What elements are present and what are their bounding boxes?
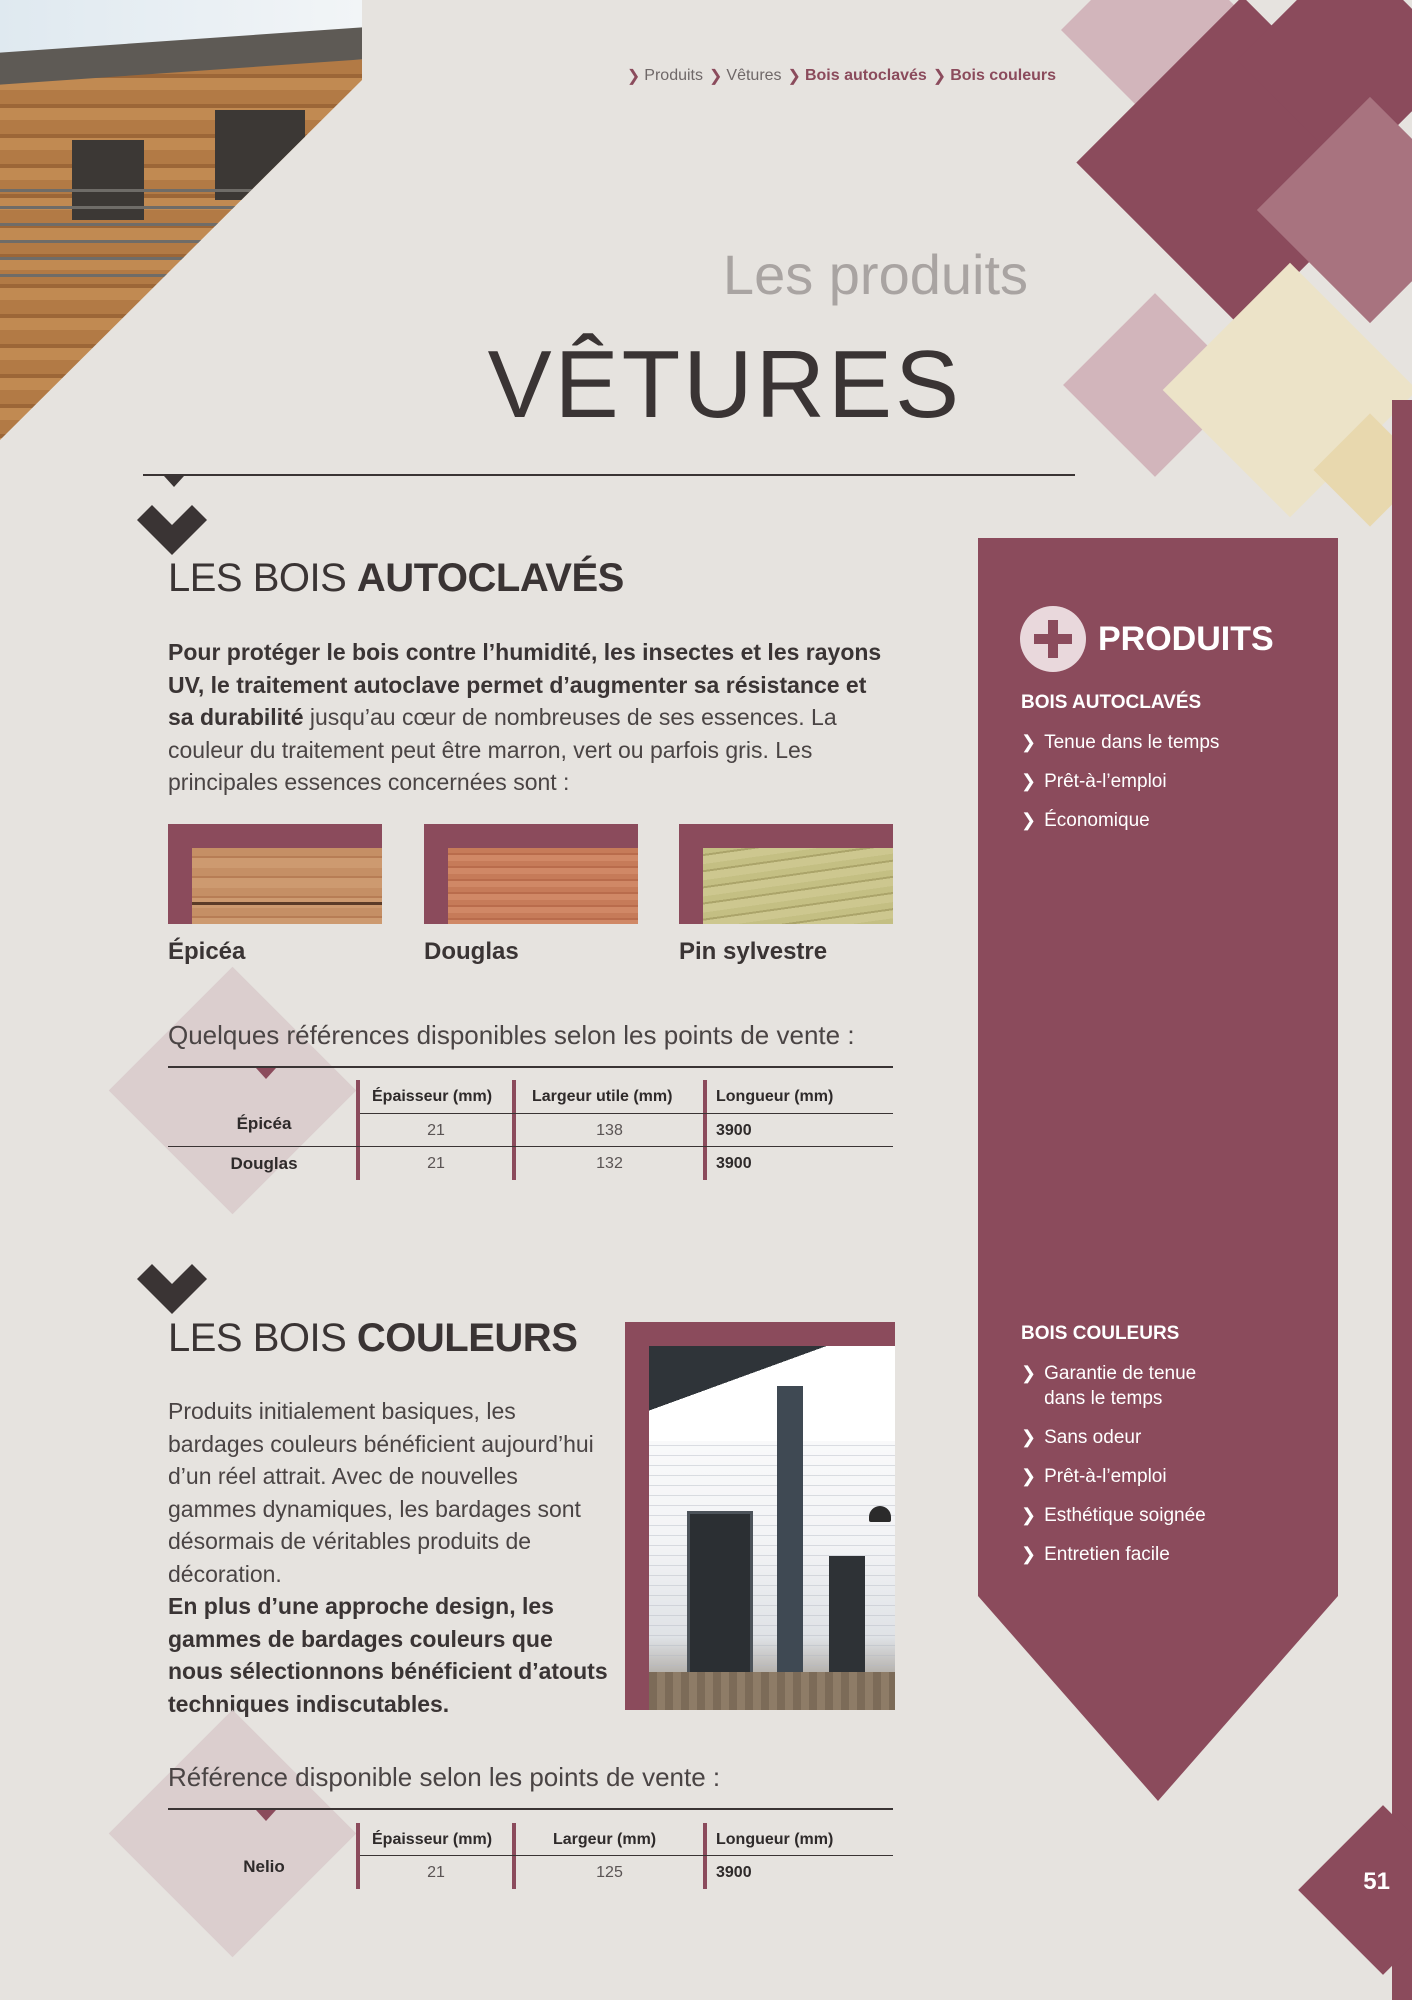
swatch-label: Douglas: [424, 938, 519, 965]
panel-heading-couleurs: BOIS COULEURS: [1021, 1323, 1180, 1344]
column-header: Largeur (mm): [553, 1831, 657, 1848]
chevron-right-icon: ❯: [787, 68, 801, 85]
column-bar: [703, 1823, 707, 1889]
divider-notch: [164, 476, 184, 487]
divider-notch: [256, 1810, 276, 1821]
table-cell: 125: [596, 1864, 623, 1881]
swatch-douglas: [424, 824, 638, 924]
table-cell: 132: [596, 1155, 623, 1172]
table-cell: 21: [427, 1122, 445, 1139]
table-cell: 21: [427, 1864, 445, 1881]
section-title-autoclaves: LES BOIS AUTOCLAVÉS: [168, 556, 624, 600]
chevron-right-icon: ❯: [1021, 1544, 1037, 1564]
panel-heading-autoclaves: BOIS AUTOCLAVÉS: [1021, 692, 1202, 713]
column-bar: [703, 1080, 707, 1180]
table-rule: [168, 1146, 893, 1147]
divider-notch: [256, 1068, 276, 1079]
divider: [168, 1066, 893, 1068]
autoclaves-intro: Pour protéger le bois contre l’humidité, les insectes et les rayons UV, le traitement autoclave permet d’augmenter sa résistance et sa durabilité jusqu’au cœur de nombreuses de ses essences. La couleur du traitement peut être marron, vert ou parfois gris. Les principales essences concernées sont :: [168, 639, 882, 795]
couleurs-description: Produits initialement basiques, les bardages couleurs bénéficient aujourd’hui d’un réel attrait. Avec de nouvelles gammes dynamiques, les bardages sont désormais de véritables produits de décoration. En plus d’une approche design, les gammes de bardages couleurs que nous sélectionnons bénéficient d’atouts techniques indiscutables.: [168, 1398, 608, 1717]
swatch-label: Épicéa: [168, 938, 246, 965]
swatch-label: Pin sylvestre: [679, 938, 828, 965]
panel-list-item: ❯ Entretien facile: [1021, 1544, 1170, 1565]
breadcrumb-item-autoclaves[interactable]: Bois autoclavés: [804, 67, 927, 84]
page-number: 51: [1363, 1868, 1390, 1895]
chevron-right-icon: ❯: [1021, 771, 1037, 791]
chevron-right-icon: ❯: [1021, 732, 1037, 752]
house-facade-photo: [0, 0, 362, 440]
chevron-right-icon: ❯: [709, 68, 723, 85]
panel-list-item: ❯ Esthétique soignée: [1021, 1505, 1206, 1526]
table-rule: [360, 1855, 893, 1856]
table-cell: 3900: [716, 1122, 752, 1139]
divider: [168, 1808, 893, 1810]
references-heading: Quelques références disponibles selon les points de vente :: [168, 1020, 855, 1050]
column-header: Longueur (mm): [716, 1831, 834, 1848]
deco-diamond: [109, 967, 356, 1214]
column-header: Épaisseur (mm): [372, 1831, 493, 1848]
edge-stripe: [1392, 400, 1412, 2000]
row-label: Épicéa: [236, 1114, 292, 1133]
page-number-diamond: [1298, 1805, 1412, 1975]
row-label: Nelio: [243, 1857, 285, 1876]
swatch-epicea: [168, 824, 382, 924]
breadcrumb-item-couleurs[interactable]: Bois couleurs: [950, 67, 1056, 84]
products-panel: [978, 538, 1338, 1801]
house-terrace-photo: [625, 1322, 895, 1710]
chevron-right-icon: ❯: [932, 68, 947, 85]
column-header: Épaisseur (mm): [372, 1088, 493, 1105]
divider: [143, 474, 1075, 476]
deco-diamond: [109, 1710, 356, 1957]
panel-title: PRODUITS: [1098, 620, 1274, 658]
panel-list-item: ❯ Tenue dans le temps: [1021, 732, 1220, 753]
column-header: Longueur (mm): [716, 1088, 834, 1105]
heart-chevron-icon: [137, 505, 207, 555]
section-title-couleurs: LES BOIS COULEURS: [168, 1316, 578, 1360]
breadcrumb: [621, 66, 1056, 86]
table-cell: 3900: [716, 1864, 752, 1881]
breadcrumb-item-produits[interactable]: Produits: [644, 67, 703, 84]
panel-list-item: ❯ Sans odeur: [1021, 1427, 1142, 1448]
panel-list-item: ❯ Prêt-à-l’emploi: [1021, 1466, 1167, 1487]
breadcrumb-item-vetures[interactable]: Vêtures: [726, 67, 782, 84]
chevron-right-icon: ❯: [1021, 1363, 1037, 1383]
chevron-right-icon: ❯: [1021, 1466, 1037, 1486]
heart-chevron-icon: [137, 1264, 207, 1314]
page-kicker: Les produits: [722, 243, 1028, 306]
references-heading: Référence disponible selon les points de vente :: [168, 1762, 721, 1792]
table-rule: [360, 1113, 893, 1114]
panel-list-item: ❯ Économique: [1021, 810, 1150, 831]
plus-icon: [1020, 606, 1086, 672]
chevron-right-icon: ❯: [1021, 810, 1037, 830]
chevron-right-icon: ❯: [626, 68, 641, 85]
panel-list-item: ❯ Prêt-à-l’emploi: [1021, 771, 1167, 792]
table-cell: 138: [596, 1122, 623, 1139]
chevron-right-icon: ❯: [1021, 1505, 1037, 1525]
panel-list-item: ❯ Garantie de tenue dans le temps: [1021, 1363, 1197, 1409]
column-header: Largeur utile (mm): [532, 1088, 673, 1105]
table-cell: 3900: [716, 1155, 752, 1172]
chevron-right-icon: ❯: [1021, 1427, 1037, 1447]
row-label: Douglas: [230, 1154, 298, 1173]
table-cell: 21: [427, 1155, 445, 1172]
page-title: VÊTURES: [487, 331, 962, 438]
swatch-pin-sylvestre: [679, 824, 893, 924]
